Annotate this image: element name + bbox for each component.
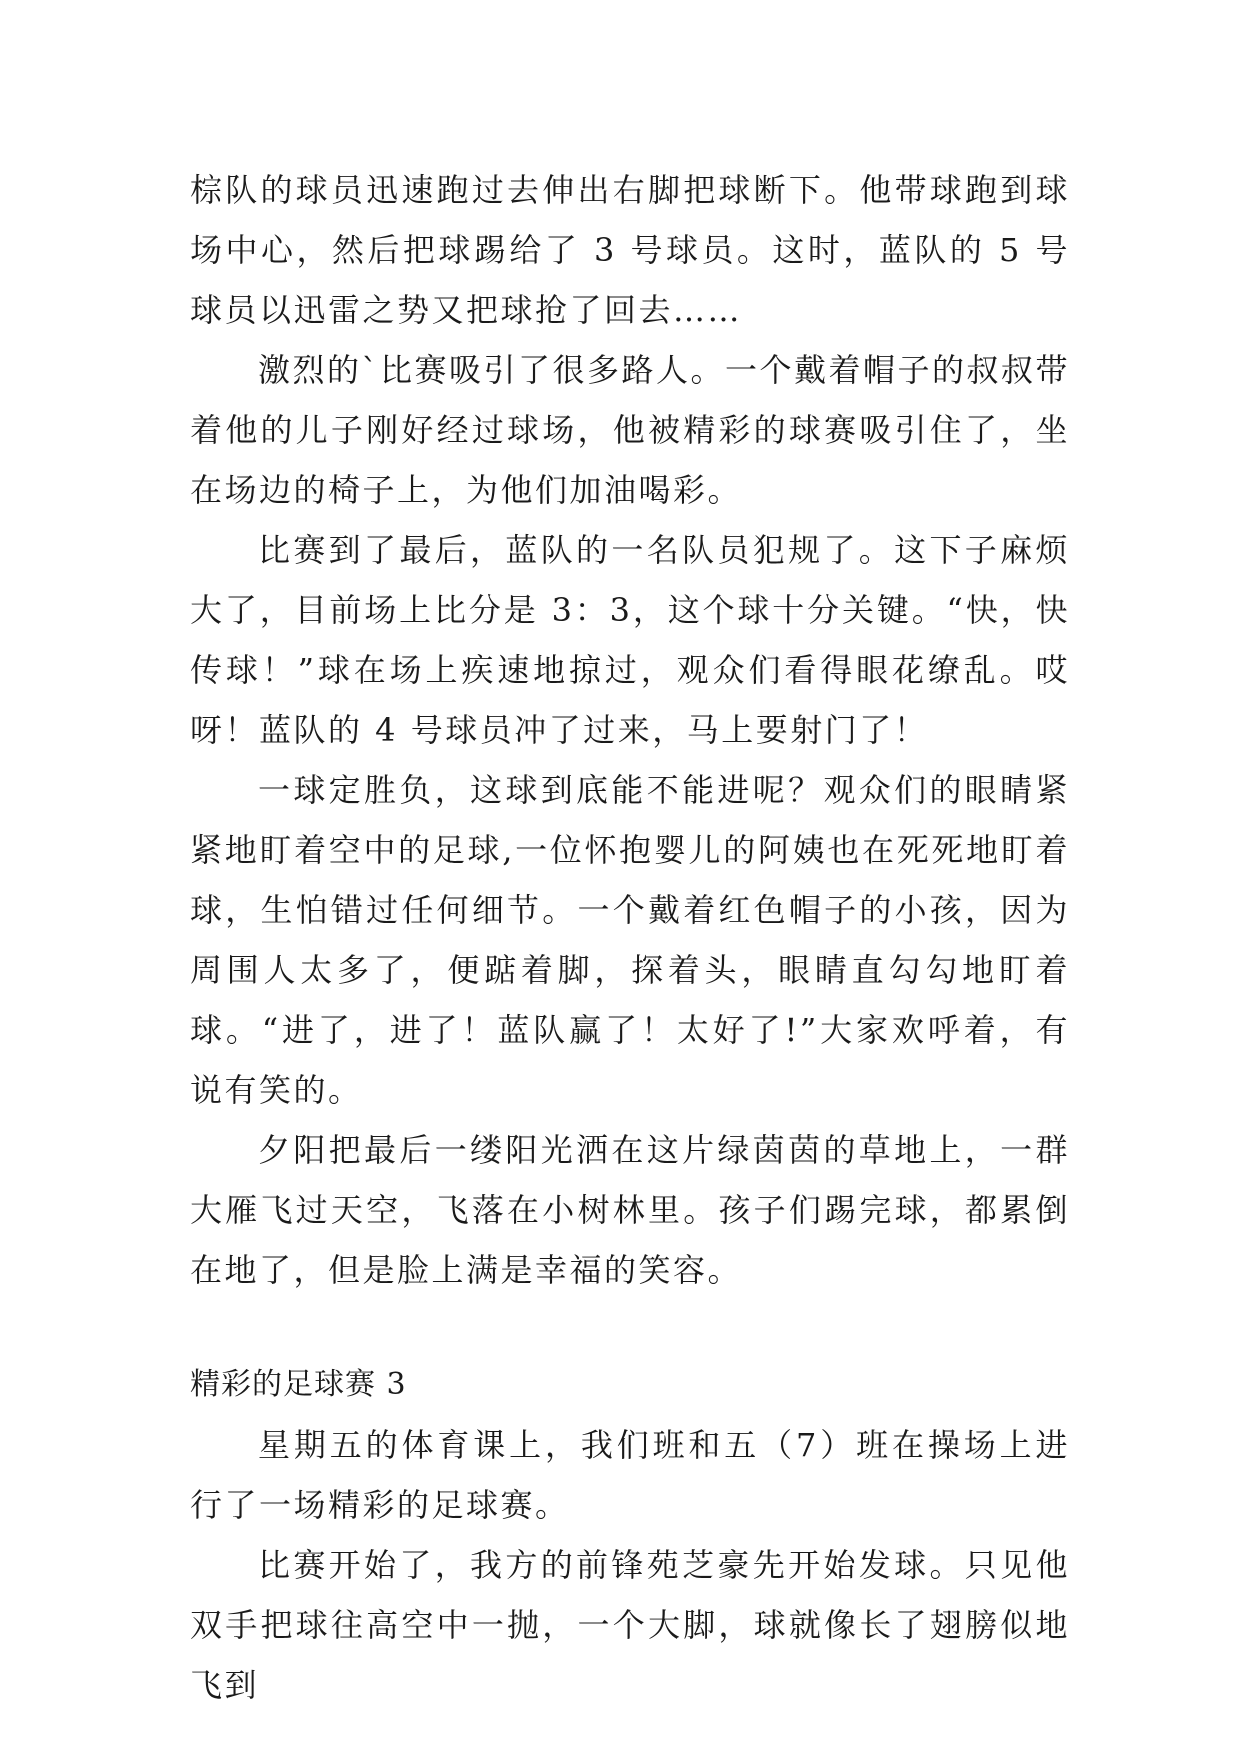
paragraph-continuation: 棕队的球员迅速跑过去伸出右脚把球断下。他带球跑到球场中心，然后把球踢给了 3 号球员。这时，蓝队的 5 号球员以迅雷之势又把球抢了回去…… xyxy=(190,171,1070,329)
document-body xyxy=(190,160,1070,1715)
paragraph: 比赛到了最后，蓝队的一名队员犯规了。这下子麻烦大了，目前场上比分是 3：3，这个球十分关键。“快，快传球！”球在场上疾速地掠过，观众们看得眼花缭乱。哎呀！蓝队的 4 号球员冲了过来，马上要射门了！ xyxy=(190,531,1070,749)
section-title: 精彩的足球赛 3 xyxy=(190,1367,407,1402)
paragraph: 星期五的体育课上，我们班和五（7）班在操场上进行了一场精彩的足球赛。 xyxy=(190,1426,1070,1524)
paragraph: 夕阳把最后一缕阳光洒在这片绿茵茵的草地上，一群大雁飞过天空，飞落在小树林里。孩子们踢完球，都累倒在地了，但是脸上满是幸福的笑容。 xyxy=(190,1131,1070,1289)
paragraph: 一球定胜负，这球到底能不能进呢？观众们的眼睛紧紧地盯着空中的足球,一位怀抱婴儿的阿姨也在死死地盯着球，生怕错过任何细节。一个戴着红色帽子的小孩，因为周围人太多了，便踮着脚，探着头，眼睛直勾勾地盯着球。“进了，进了！蓝队赢了！太好了!”大家欢呼着，有说有笑的。 xyxy=(190,771,1070,1109)
paragraph: 比赛开始了，我方的前锋苑芝豪先开始发球。只见他双手把球往高空中一抛，一个大脚，球就像长了翅膀似地飞到 xyxy=(190,1546,1070,1704)
paragraph: 激烈的`比赛吸引了很多路人。一个戴着帽子的叔叔带着他的儿子刚好经过球场，他被精彩的球赛吸引住了，坐在场边的椅子上，为他们加油喝彩。 xyxy=(190,351,1071,509)
